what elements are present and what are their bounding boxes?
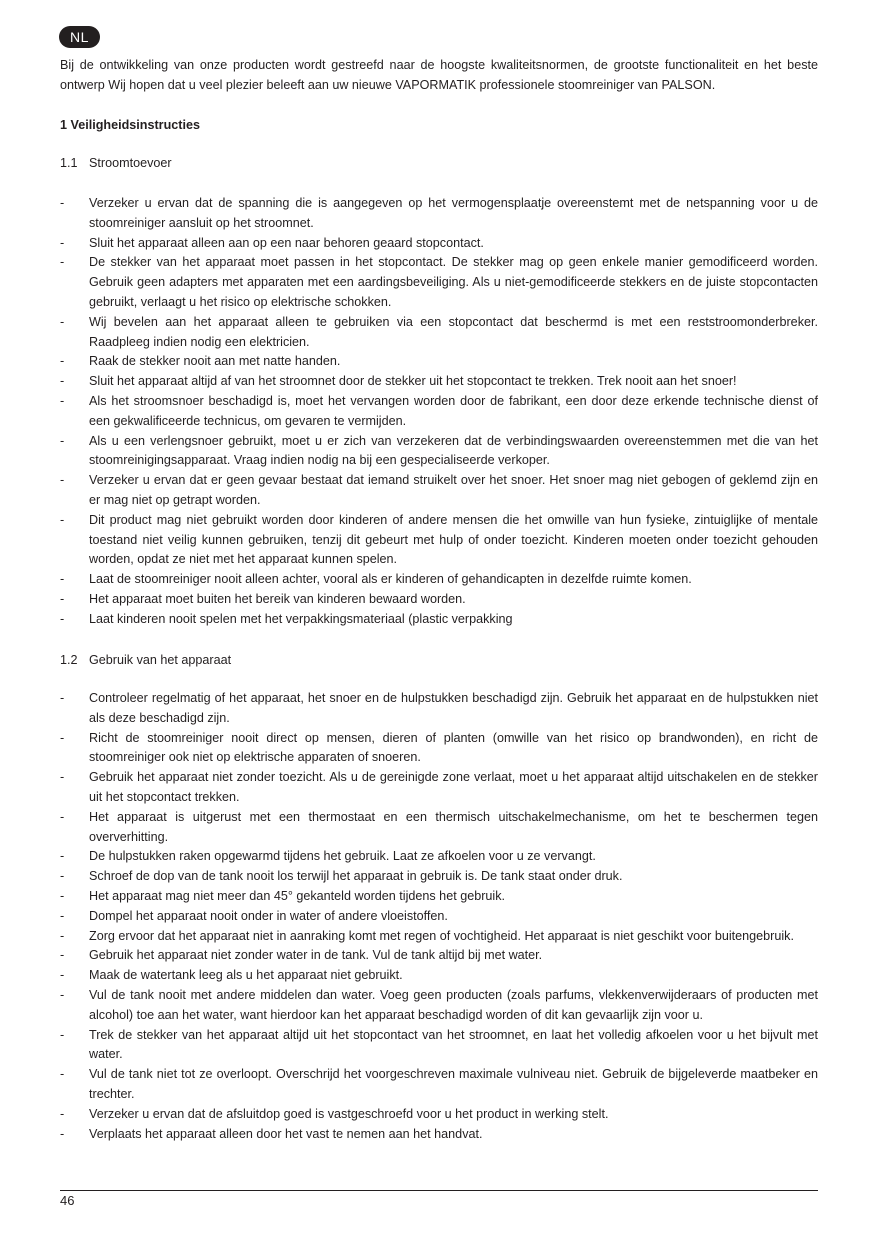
list-item-text: Zorg ervoor dat het apparaat niet in aanraking komt met regen of vochtigheid. Het apparaat is niet geschikt voor buitengebruik. — [89, 928, 794, 943]
list-dash: - — [60, 1067, 65, 1082]
list-item-text: Maak de watertank leeg als u het apparaat niet gebruikt. — [89, 968, 403, 983]
subsection-number: 1.1 — [60, 156, 78, 170]
list-dash: - — [60, 770, 65, 785]
list-item — [60, 1105, 818, 1125]
section-title: 1 Veiligheidsinstructies — [60, 118, 200, 132]
list-dash: - — [60, 908, 65, 923]
list-dash: - — [60, 809, 65, 824]
list-item-text: Vul de tank niet tot ze overloopt. Overschrijd het voorgeschreven maximale vulniveau niet. Gebruik de bijgeleverde maatbeker en trechter. — [89, 1067, 818, 1101]
list-item-text: Richt de stoomreiniger nooit direct op mensen, dieren of planten (omwille van het risico op brandwonden), en richt de stoomreiniger ook niet op elektrische apparaten of snoeren. — [89, 730, 818, 765]
list-item — [60, 432, 818, 472]
list-dash: - — [60, 572, 65, 587]
power-supply-list — [60, 194, 818, 630]
list-dash: - — [60, 196, 65, 210]
list-item — [60, 887, 818, 907]
list-item-text: Dit product mag niet gebruikt worden door kinderen of andere mensen die het omwille van hun fysieke, zintuiglijke of mentale toestand niet veilig kunnen gebruiken, tenzij dit gebeurt met hulp of onder toezicht. Kinderen moeten onder toezicht gehouden worden, opdat ze niet met het apparaat kunnen spelen. — [89, 512, 818, 567]
list-item-text: Het apparaat mag niet meer dan 45° gekanteld worden tijdens het gebruik. — [89, 888, 505, 903]
list-item-text: Verzeker u ervan dat er geen gevaar bestaat dat iemand struikelt over het snoer. Het snoer mag niet gebogen of geklemd zijn en er mag niet op getrapt worden. — [89, 473, 818, 507]
footer-divider — [60, 1190, 818, 1191]
list-item — [60, 689, 818, 729]
list-dash: - — [60, 314, 65, 329]
usage-list — [60, 689, 818, 1144]
list-item — [60, 867, 818, 887]
list-item — [60, 1026, 818, 1066]
list-item — [60, 1125, 818, 1145]
list-item — [60, 1065, 818, 1105]
list-dash: - — [60, 987, 65, 1002]
list-dash: - — [60, 512, 65, 527]
list-item — [60, 986, 818, 1026]
list-item-text: Als u een verlengsnoer gebruikt, moet u er zich van verzekeren dat de verbindingswaarden overeenstemmen met die van het stoomreinigingsapparaat. Vraag indien nodig na bij een gespecialiseerde verkoper. — [89, 433, 818, 468]
list-item-text: Trek de stekker van het apparaat altijd uit het stopcontact van het stroomnet, en laat het volledig afkoelen voor u het bijvult met water. — [89, 1027, 818, 1062]
list-dash: - — [60, 730, 65, 745]
list-item-text: De stekker van het apparaat moet passen in het stopcontact. De stekker mag op geen enkele manier gemodificeerd worden. Gebruik geen adapters met apparaten met een aardingsbeveiliging. Als u niet-gemodificeerde stekkers en de juiste stopcontacten gebruikt, verlaagt u het risico op elektrische schokken. — [89, 255, 818, 309]
list-dash: - — [60, 1126, 65, 1141]
list-item — [60, 946, 818, 966]
list-item-text: Verzeker u ervan dat de afsluitdop goed is vastgeschroefd voor u het product in werking stelt. — [89, 1106, 609, 1121]
list-item-text: Controleer regelmatig of het apparaat, het snoer en de hulpstukken beschadigd zijn. Gebruik het apparaat en de hulpstukken niet als deze beschadigd zijn. — [89, 691, 818, 725]
list-dash: - — [60, 255, 65, 270]
list-dash: - — [60, 869, 65, 884]
list-item-text: Verplaats het apparaat alleen door het vast te nemen aan het handvat. — [89, 1126, 483, 1141]
list-item-text: Dompel het apparaat nooit onder in water of andere vloeistoffen. — [89, 908, 448, 923]
list-item — [60, 907, 818, 927]
list-dash: - — [60, 948, 65, 963]
list-item — [60, 610, 818, 630]
list-item — [60, 808, 818, 848]
list-item-text: Sluit het apparaat altijd af van het stroomnet door de stekker uit het stopcontact te trekken. Trek nooit aan het snoer! — [89, 374, 737, 389]
list-item — [60, 352, 818, 372]
list-dash: - — [60, 235, 65, 250]
list-item-text: Sluit het apparaat alleen aan op een naar behoren geaard stopcontact. — [89, 235, 484, 250]
list-item-text: Gebruik het apparaat niet zonder water in de tank. Vul de tank altijd bij met water. — [89, 948, 543, 963]
list-item — [60, 471, 818, 511]
list-dash: - — [60, 393, 65, 408]
list-item — [60, 966, 818, 986]
list-dash: - — [60, 968, 65, 983]
list-item — [60, 372, 818, 392]
subsection-1-2-heading — [60, 651, 231, 671]
list-dash: - — [60, 1027, 65, 1042]
list-item — [60, 234, 818, 254]
list-item-text: Het apparaat moet buiten het bereik van kinderen bewaard worden. — [89, 591, 466, 606]
list-dash: - — [60, 591, 65, 606]
list-dash: - — [60, 374, 65, 389]
list-item — [60, 570, 818, 590]
list-item — [60, 313, 818, 353]
list-dash: - — [60, 354, 65, 369]
list-item — [60, 511, 818, 570]
list-dash: - — [60, 691, 65, 705]
subsection-1-1-heading — [60, 154, 172, 174]
list-item — [60, 927, 818, 947]
intro-paragraph: Bij de ontwikkeling van onze producten wordt gestreefd naar de hoogste kwaliteitsnormen, de grootste functionaliteit en het beste ontwerp Wij hopen dat u veel plezier beleeft aan uw nieuwe VAPORMATIK professionele stoomreiniger van PALSON. — [60, 58, 818, 92]
list-item — [60, 590, 818, 610]
list-item — [60, 253, 818, 312]
list-item — [60, 847, 818, 867]
list-item-text: Het apparaat is uitgerust met een thermostaat en een thermisch uitschakelmechanisme, om het te beschermen tegen oververhitting. — [89, 809, 818, 844]
page-number: 46 — [60, 1193, 75, 1208]
language-badge: NL — [59, 26, 100, 48]
list-dash: - — [60, 849, 65, 864]
list-item-text: Raak de stekker nooit aan met natte handen. — [89, 354, 341, 369]
list-item-text: Gebruik het apparaat niet zonder toezicht. Als u de gereinigde zone verlaat, moet u het apparaat altijd uitschakelen en de stekker uit het stopcontact trekken. — [89, 770, 818, 804]
list-item — [60, 729, 818, 769]
list-dash: - — [60, 433, 65, 448]
list-item-text: Wij bevelen aan het apparaat alleen te gebruiken via een stopcontact dat beschermd is met een reststroomonderbreker. Raadpleeg indien nodig een elektricien. — [89, 314, 818, 349]
list-item-text: Als het stroomsnoer beschadigd is, moet het vervangen worden door de fabrikant, een door deze erkende technische dienst of een gekwalificeerde technicus, om gevaren te vermijden. — [89, 393, 818, 428]
subsection-title: Gebruik van het apparaat — [89, 653, 232, 667]
list-item-text: Verzeker u ervan dat de spanning die is aangegeven op het vermogensplaatje overeenstemt met de netspanning voor u de stoomreiniger aansluit op het stroomnet. — [89, 196, 818, 230]
list-dash: - — [60, 888, 65, 903]
subsection-number: 1.2 — [60, 653, 78, 667]
list-item — [60, 194, 818, 234]
subsection-title: Stroomtoevoer — [89, 156, 172, 170]
list-dash: - — [60, 473, 65, 488]
list-dash: - — [60, 928, 65, 943]
list-item-text: Laat de stoomreiniger nooit alleen achter, vooral als er kinderen of gehandicapten in dezelfde ruimte komen. — [89, 572, 692, 587]
list-item-text: De hulpstukken raken opgewarmd tijdens het gebruik. Laat ze afkoelen voor u ze vervangt. — [89, 849, 596, 864]
list-item-text: Vul de tank nooit met andere middelen dan water. Voeg geen producten (zoals parfums, vlekkenverwijderaars of producten met alcohol) toe aan het water, want hierdoor kan het apparaat beschadigd worden of dit kan gevaarlijk zijn voor u. — [89, 987, 818, 1022]
list-item-text: Schroef de dop van de tank nooit los terwijl het apparaat in gebruik is. De tank staat onder druk. — [89, 869, 623, 884]
list-item — [60, 768, 818, 808]
list-item — [60, 392, 818, 432]
list-item-text: Laat kinderen nooit spelen met het verpakkingsmateriaal (plastic verpakking — [89, 611, 513, 626]
list-dash: - — [60, 611, 65, 626]
list-dash: - — [60, 1106, 65, 1121]
